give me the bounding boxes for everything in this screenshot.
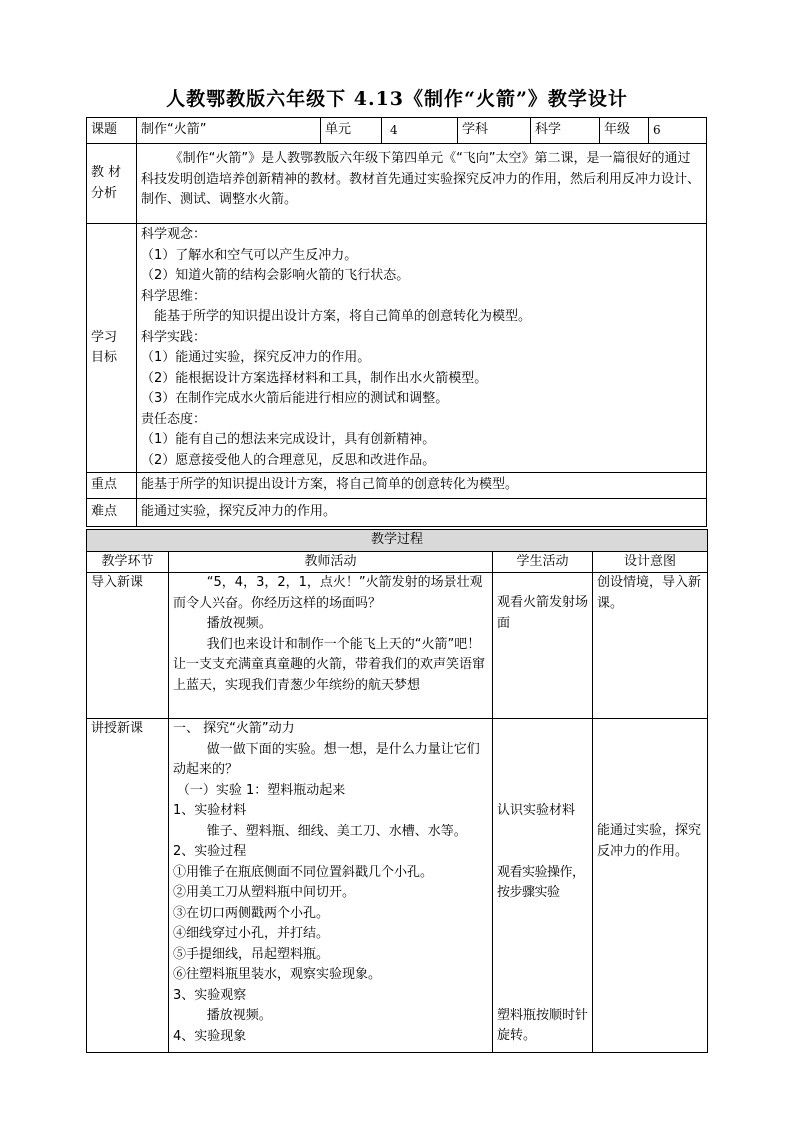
analysis-label <box>87 144 137 224</box>
goal-line: （1）了解水和空气可以产生反冲力。 <box>141 247 358 263</box>
teach-line: ③在切口两侧戳两个小孔。 <box>173 905 330 921</box>
teach-line: 1、实验材料 <box>173 803 247 818</box>
teach-line: ②用美工刀从塑料瓶中间切开。 <box>173 885 356 900</box>
goal-line: （3）在制作完成水火箭后能进行相应的测试和调整。 <box>141 391 449 406</box>
goal-line: （2）能根据设计方案选择材料和工具，制作出水火箭模型。 <box>141 370 488 386</box>
teach-teacher <box>169 719 493 1053</box>
goal-line: （1）能有自己的想法来完成设计，具有创新精神。 <box>141 432 436 447</box>
goal-line: （2）知道火箭的结构会影响火箭的飞行状态。 <box>141 268 410 283</box>
teach-student-2: 观看实验操作，按步骤实验 <box>497 864 585 900</box>
analysis-label-1: 教 材 <box>91 165 122 180</box>
goals-label-2: 目标 <box>91 350 118 365</box>
unit-value: 4 <box>382 118 458 144</box>
teach-line: ①用锥子在瓶底侧面不同位置斜戳几个小孔。 <box>173 864 434 880</box>
teach-student <box>493 719 593 1053</box>
process-title: 教学过程 <box>87 530 708 552</box>
info-table <box>86 117 707 527</box>
teach-line: 做一做下面的实验。想一想，是什么力量让它们动起来的？ <box>173 741 480 777</box>
intro-teacher-p3: 我们也来设计和制作一个能飞上天的“火箭”吧！让一支支充满童真童趣的火箭，带着我们的欢声笑语窜上蓝天，实现我们青葱少年缤纷的航天梦想 <box>173 636 486 693</box>
intro-teacher <box>169 573 493 719</box>
subject-value: 科学 <box>531 118 600 144</box>
process-table <box>86 529 708 1053</box>
teach-student-1: 认识实验材料 <box>497 803 576 818</box>
analysis-label-2: 分析 <box>91 185 118 201</box>
teach-line: 锥子、塑料瓶、细线、美工刀、水槽、水等。 <box>206 823 467 839</box>
teach-intent <box>593 719 708 1053</box>
header-intent: 设计意图 <box>593 551 708 573</box>
goal-line: 责任态度： <box>141 411 207 427</box>
teach-student-3: 塑料瓶按顺时针旋转。 <box>497 1007 589 1043</box>
grade-label: 年级 <box>600 118 649 144</box>
teach-line: 一、 探究“火箭”动力 <box>173 721 295 736</box>
intro-student-text: 观看火箭发射场面 <box>497 595 589 631</box>
difficulty-text: 能通过实验，探究反冲力的作用。 <box>137 499 707 527</box>
goal-line: 科学思维： <box>141 288 207 304</box>
teach-line: ④细线穿过小孔，并打结。 <box>173 926 330 941</box>
key-point-text: 能基于所学的知识提出设计方案，将自己简单的创意转化为模型。 <box>137 473 707 499</box>
difficulty-label: 难点 <box>87 499 137 527</box>
key-point-label: 重点 <box>87 473 137 499</box>
course-label: 课题 <box>87 118 137 144</box>
goal-line: 科学观念： <box>141 227 207 242</box>
goal-line: （1）能通过实验，探究反冲力的作用。 <box>141 350 371 365</box>
teach-line: ⑤手提细线，吊起塑料瓶。 <box>173 946 330 962</box>
goals-label <box>87 224 137 473</box>
intro-teacher-p2: 播放视频。 <box>206 616 272 631</box>
goals-label-1: 学习 <box>91 329 118 345</box>
teach-line: 3、实验观察 <box>173 987 247 1003</box>
header-student: 学生活动 <box>493 551 593 573</box>
goals-text <box>137 224 707 473</box>
intro-student <box>493 573 593 719</box>
teach-line: 播放视频。 <box>206 1008 272 1023</box>
header-teacher: 教师活动 <box>169 551 493 573</box>
course-value: 制作“火箭” <box>137 118 321 144</box>
grade-value: 6 <box>649 118 707 144</box>
intro-intent: 创设情境，导入新课。 <box>593 573 708 719</box>
intro-stage: 导入新课 <box>87 573 169 719</box>
subject-label: 学科 <box>458 118 531 144</box>
teach-line: （一）实验 1：塑料瓶动起来 <box>176 782 346 798</box>
analysis-text <box>137 144 707 224</box>
teach-line: 4、实验现象 <box>173 1028 247 1044</box>
goal-line: （2）愿意接受他人的合理意见，反思和改进作品。 <box>141 452 436 468</box>
page-title: 人教鄂教版六年级下 4.13《制作“火箭”》教学设计 <box>166 88 628 110</box>
intro-teacher-p1: “5，4，3，2，1，点火！”火箭发射的场景壮观而令人兴奋。你经历这样的场面吗？ <box>173 575 483 611</box>
unit-label: 单元 <box>321 118 382 144</box>
teach-stage: 讲授新课 <box>87 719 169 1053</box>
teach-line: ⑥往塑料瓶里装水，观察实验现象。 <box>173 967 382 982</box>
goal-line: 能基于所学的知识提出设计方案，将自己简单的创意转化为模型。 <box>154 309 532 324</box>
header-stage: 教学环节 <box>87 551 169 573</box>
teach-line: 2、实验过程 <box>173 844 247 859</box>
goal-line: 科学实践： <box>141 329 207 345</box>
teach-intent-text: 能通过实验，探究反冲力的作用。 <box>597 823 702 859</box>
analysis-paragraph: 《制作“火箭”》是人教鄂教版六年级下第四单元《“飞向”太空》第二课，是一篇很好的通过科技发明创造培养创新精神的教材。教材首先通过实验探究反冲力的作用，然后利用反冲力设计、制作、测试、调整水火箭。 <box>141 151 701 207</box>
